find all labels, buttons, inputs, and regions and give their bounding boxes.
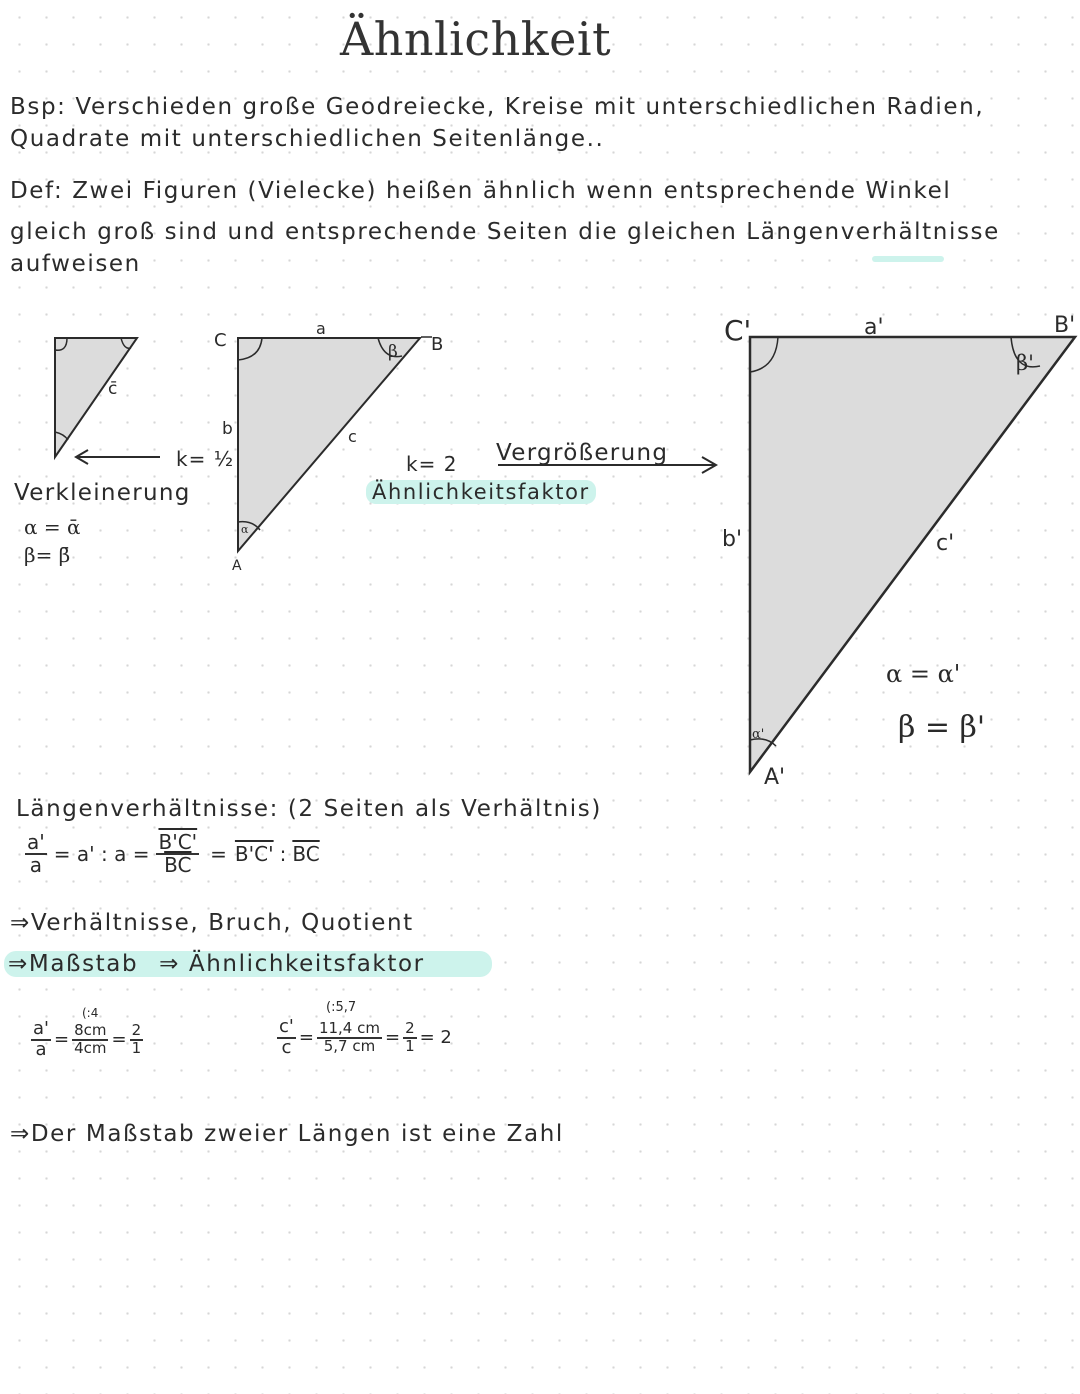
example-line-1: Bsp: Verschieden große Geodreiecke, Kreise mit unterschiedlichen Radien, xyxy=(10,94,985,120)
enlargement-factor: k= 2 xyxy=(406,452,458,476)
mid-vertex-A: A xyxy=(232,558,242,574)
mid-side-c: c xyxy=(348,427,357,446)
definition-line-2: gleich groß sind und entsprechende Seiten die gleichen Längenverhältnisse xyxy=(10,219,1000,245)
middle-triangle xyxy=(238,338,420,551)
ratio-equation: $\frac{a'}{a}$ = a' : a = $\frac{B'C'}{BC}$ = B'C' : $\overline{BC}$ xyxy=(27,830,320,877)
similarity-factor-label: Ähnlichkeitsfaktor xyxy=(366,480,596,504)
enlargement-label: Vergrößerung xyxy=(496,440,669,466)
big-angle-beta: β' xyxy=(1016,351,1034,375)
conclusion-3: ⇒Der Maßstab zweier Längen ist eine Zahl xyxy=(10,1121,564,1147)
conclusion-2: ⇒Maßstab ⇒ Ähnlichkeitsfaktor xyxy=(4,951,492,977)
big-side-a: a' xyxy=(864,315,884,340)
small-side-label: c̄ xyxy=(108,379,118,399)
example-ratio-a: (:4 $\frac{a'}{a}$ = $\frac{8cm}{4cm}$ = $\frac{2}{1}$ xyxy=(33,1006,142,1060)
definition-line-3: aufweisen xyxy=(10,251,141,277)
big-side-c: c' xyxy=(936,531,955,556)
big-alpha-equation: α = α' xyxy=(886,660,961,688)
ratios-heading: Längenverhältnisse: (2 Seiten als Verhältnis) xyxy=(16,796,602,822)
small-beta-equation: β= β̄ xyxy=(24,543,71,567)
highlight-mark xyxy=(872,256,944,262)
mid-vertex-C: C xyxy=(214,330,227,351)
segment-bc: $\overline{BC}$ xyxy=(292,842,320,866)
segment-bc-prime: B'C' xyxy=(234,842,274,866)
definition-line-1: Def: Zwei Figuren (Vielecke) heißen ähnlich wenn entsprechende Winkel xyxy=(10,178,952,204)
page-title: Ähnlichkeit xyxy=(340,12,612,66)
ratio-fraction-a: $\frac{a'}{a}$ xyxy=(27,830,45,877)
big-vertex-C: C' xyxy=(724,314,752,347)
big-side-b: b' xyxy=(722,527,743,552)
ratio-fraction-bc: $\frac{B'C'}{BC}$ xyxy=(158,830,198,877)
large-triangle xyxy=(750,337,1075,772)
big-vertex-A: A' xyxy=(764,765,786,790)
mid-vertex-B: B xyxy=(431,334,444,355)
reduction-label: Verkleinerung xyxy=(14,480,191,506)
conclusion-1: ⇒Verhältnisse, Bruch, Quotient xyxy=(10,910,414,936)
mid-angle-beta: β xyxy=(388,342,398,362)
mid-angle-alpha: α xyxy=(241,523,249,536)
big-angle-alpha: α' xyxy=(752,727,765,742)
big-vertex-B: B' xyxy=(1054,313,1076,338)
small-alpha-equation: α = ᾱ xyxy=(24,515,81,539)
example-ratio-c: (:5,7 $\frac{c'}{c}$ = $\frac{11,4 cm}{5,7 cm}$ = $\frac{2}{1}$ = 2 xyxy=(279,1000,452,1058)
big-beta-equation: β = β' xyxy=(898,710,986,745)
mid-side-b: b xyxy=(222,419,233,439)
mid-side-a: a xyxy=(316,319,326,338)
example-line-2: Quadrate mit unterschiedlichen Seitenlänge.. xyxy=(10,126,605,152)
reduction-factor: k= ½ xyxy=(176,447,235,471)
